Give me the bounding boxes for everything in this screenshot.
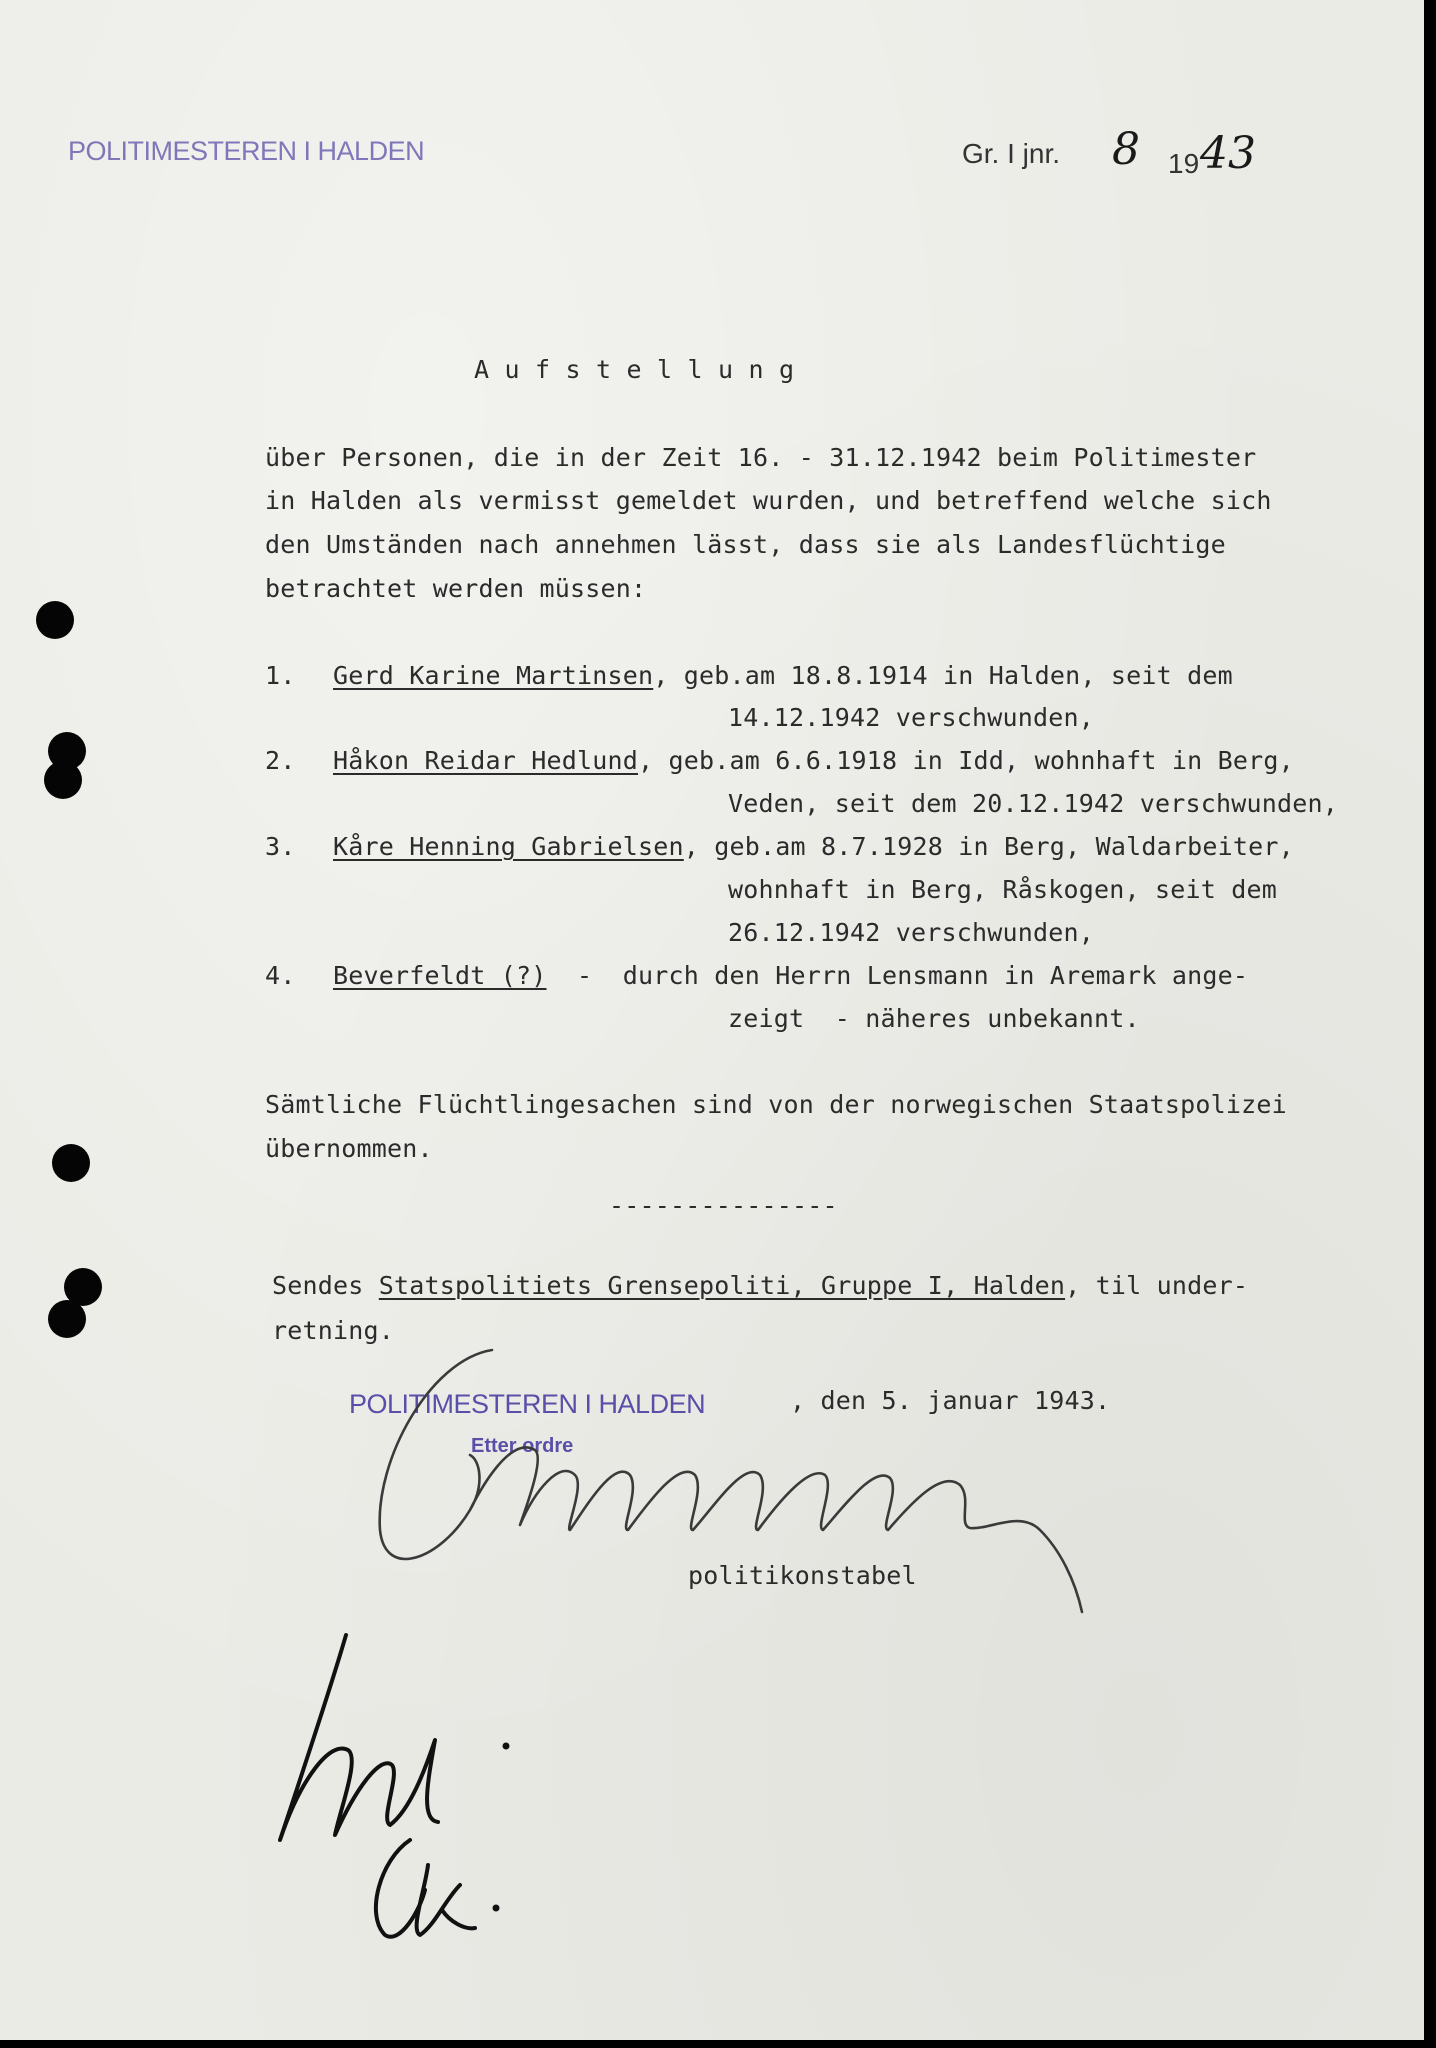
entry-continuation: wohnhaft in Berg, Råskogen, seit dem [728,875,1278,904]
person-name: Håkon Reidar Hedlund [333,746,639,775]
entry-details: , geb.am 8.7.1928 in Berg, Waldarbeiter, [683,832,1294,861]
stamp-bottom-line2: Etter ordre [471,1435,574,1457]
entry-first-line [333,663,1233,688]
entry-number: 4. [265,961,296,990]
forward-suffix: , til under- [1065,1271,1249,1300]
entry-number: 1. [265,661,296,690]
entry-continuation: zeigt - näheres unbekannt. [728,1004,1140,1033]
signature-title: politikonstabel [688,1561,917,1590]
document-title: A u f s t e l l u n g [474,355,795,384]
closing-line: übernommen. [265,1134,433,1163]
punch-hole [52,1144,90,1182]
forward-prefix: Sendes [272,1271,379,1300]
entry-continuation: Veden, seit dem 20.12.1942 verschwunden, [728,789,1339,818]
journal-year-hand: 43 [1200,128,1256,179]
entry-first-line [333,834,1294,859]
intro-line: den Umständen nach annehmen lässt, dass sie als Landesflüchtige [265,530,1226,559]
stamp-top: POLITIMESTEREN I HALDEN [68,136,425,166]
handwritten-initials [260,1630,520,1960]
journal-number: 8 [1112,124,1140,175]
forward-line [272,1273,1248,1298]
forward-recipient: Statspolitiets Grensepoliti, Gruppe I, Halden [378,1271,1066,1300]
intro-line: betrachtet werden müssen: [265,574,647,603]
closing-line: Sämtliche Flüchtlingesachen sind von der norwegischen Staatspolizei [265,1090,1287,1119]
punch-hole [44,761,82,799]
intro-line: über Personen, die in der Zeit 16. - 31.12.1942 beim Politimester [265,443,1257,472]
entry-number: 2. [265,746,296,775]
person-name: Kåre Henning Gabrielsen [333,832,684,861]
punch-hole [36,601,74,639]
date-line: , den 5. januar 1943. [790,1386,1111,1415]
person-name: Beverfeldt (?) [333,961,547,990]
entry-details: , geb.am 18.8.1914 in Halden, seit dem [653,661,1233,690]
entry-first-line [333,748,1294,773]
punch-hole [48,1300,86,1338]
person-name: Gerd Karine Martinsen [333,661,654,690]
stamp-bottom-line1: POLITIMESTEREN I HALDEN [349,1389,706,1419]
entry-details: - durch den Herrn Lensmann in Aremark ange- [546,961,1249,990]
intro-line: in Halden als vermisst gemeldet wurden, und betreffend welche sich [265,486,1272,515]
entry-continuation: 26.12.1942 verschwunden, [728,918,1095,947]
journal-prefix: Gr. I jnr. [962,138,1061,169]
entry-number: 3. [265,832,296,861]
journal-year-printed: 19 [1168,148,1200,179]
entry-details: , geb.am 6.6.1918 in Idd, wohnhaft in Berg, [638,746,1294,775]
entry-continuation: 14.12.1942 verschwunden, [728,703,1095,732]
divider: --------------- [609,1191,838,1220]
forward-line-2: retning. [272,1316,395,1345]
entry-first-line [333,963,1248,988]
